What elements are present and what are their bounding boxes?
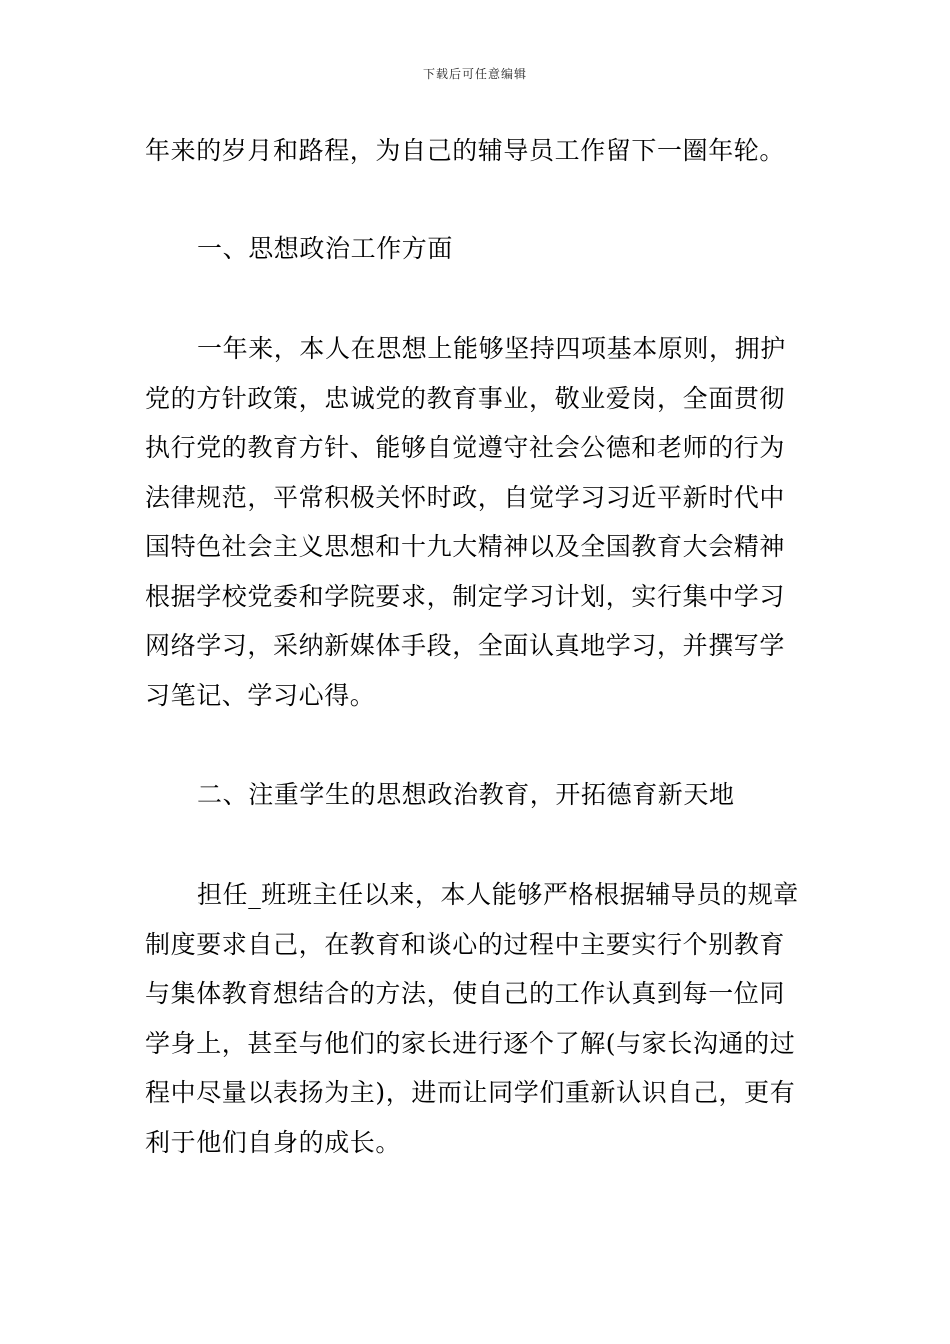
section-heading-1	[145, 224, 809, 274]
paragraph-line: 担任_班班主任以来，本人能够严格根据辅导员的规章	[197, 880, 799, 909]
section-heading-2	[145, 770, 809, 820]
section-heading-text: 二、注重学生的思想政治教育，开拓德育新天地	[197, 780, 735, 809]
header-note: 下载后可任意编辑	[422, 67, 527, 81]
paragraph-line: 党的方针政策，忠诚党的教育事业，敬业爱岗，全面贯彻	[145, 383, 786, 413]
paragraph-line: 程中尽量以表扬为主)，进而让同学们重新认识自己，更有	[145, 1078, 796, 1107]
paragraph-line: 习笔记、学习心得。	[145, 680, 376, 710]
paragraph-line: 根据学校党委和学院要求，制定学习计划，实行集中学习	[145, 581, 786, 611]
paragraph-line: 法律规范，平常积极关怀时政，自觉学习习近平新时代中	[145, 482, 786, 512]
paragraph-line: 执行党的教育方针、能够自觉遵守社会公德和老师的行为	[145, 433, 786, 462]
paragraph-line: 利于他们自身的成长。	[145, 1127, 402, 1157]
paragraph-line: 学身上，甚至与他们的家长进行逐个了解(与家长沟通的过	[145, 1028, 796, 1058]
section-1-paragraph	[145, 324, 809, 720]
section-heading-text: 一、思想政治工作方面	[197, 234, 454, 263]
intro-paragraph	[145, 126, 809, 176]
paragraph-line: 国特色社会主义思想和十九大精神以及全国教育大会精神	[145, 532, 786, 561]
paragraph-line: 年来的岁月和路程，为自己的辅导员工作留下一圈年轮。	[145, 136, 786, 165]
paragraph-line: 网络学习，采纳新媒体手段，全面认真地学习，并撰写学	[145, 631, 786, 660]
paragraph-line: 制度要求自己，在教育和谈心的过程中主要实行个别教育	[145, 929, 786, 959]
paragraph-line: 一年来，本人在思想上能够坚持四项基本原则，拥护	[197, 334, 786, 363]
section-2-paragraph	[145, 870, 809, 1167]
paragraph-line: 与集体教育想结合的方法，使自己的工作认真到每一位同	[145, 979, 786, 1008]
